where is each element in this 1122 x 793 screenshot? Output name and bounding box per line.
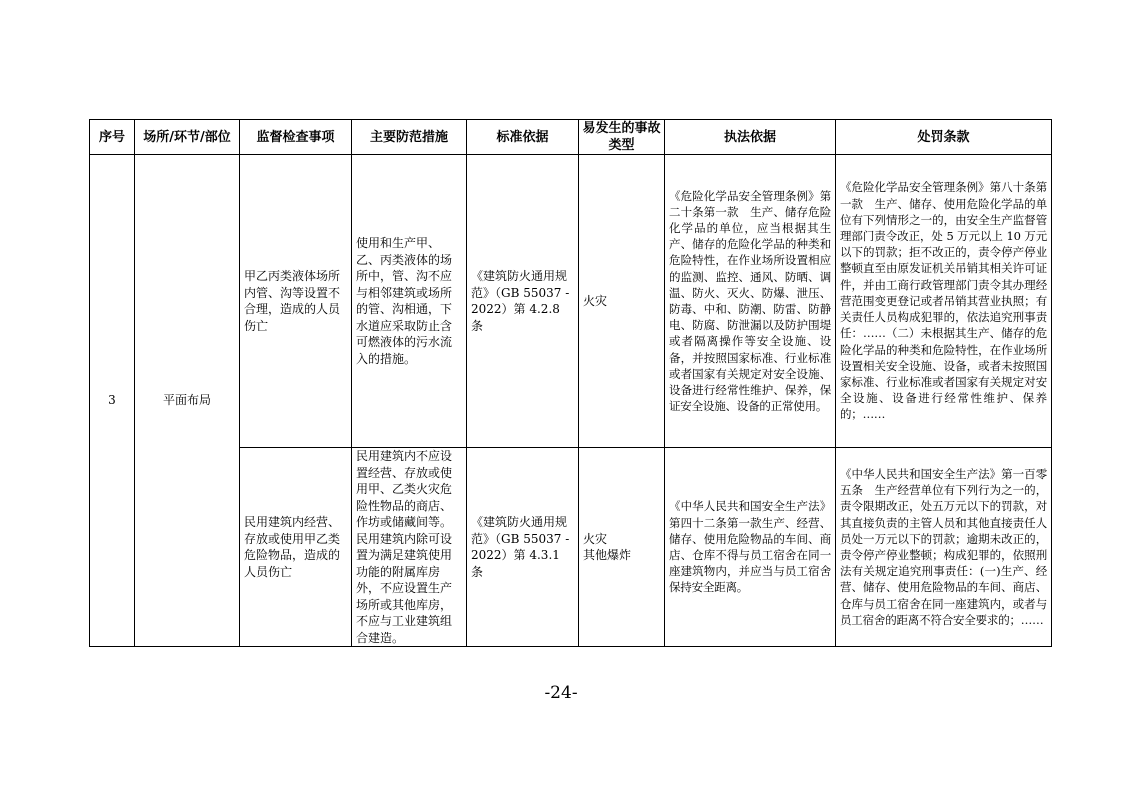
cell-seq: 3 (90, 155, 135, 647)
cell-law: 《危险化学品安全管理条例》第二十条第一款 生产、储存危险化学品的单位，应当根据其生产、储存的危险化学品的种类和危险特性，在作业场所设置相应的监测、监控、通风、防晒、调温、防火、灭火、防爆、泄压、防毒、中和、防潮、防雷、防静电、防腐、防泄漏以及防护围堤或者隔离操作等安全设施、设备，并按照国家标准、行业标准或者国家有关规定对安全设施、设备进行经常性维护、保养，保证安全设施、设备的正常使用。 (665, 155, 836, 448)
cell-accident: 火灾 其他爆炸 (579, 448, 665, 647)
cell-standard: 《建筑防火通用规范》（GB 55037 -2022）第 4.3.1 条 (467, 448, 579, 647)
cell-measures: 使用和生产甲、乙、丙类液体的场所中，管、沟不应与相邻建筑或场所的管、沟相通，下水道应采取防止含可燃液体的污水流入的措施。 (352, 155, 467, 448)
supervision-table (89, 119, 1052, 647)
header-place: 场所/环节/部位 (135, 120, 240, 155)
table-header-row (90, 120, 1052, 155)
header-measures: 主要防范措施 (352, 120, 467, 155)
cell-measures: 民用建筑内不应设置经营、存放或使用甲、乙类火灾危险性物品的商店、作坊或储藏间等。民用建筑内除可设置为满足建筑使用功能的附属库房外，不应设置生产场所或其他库房，不应与工业建筑组合建造。 (352, 448, 467, 647)
header-standard: 标准依据 (467, 120, 579, 155)
header-accident: 易发生的事故类型 (579, 120, 665, 155)
header-seq: 序号 (90, 120, 135, 155)
page-number: -24- (544, 683, 578, 703)
cell-law: 《中华人民共和国安全生产法》第四十二条第一款生产、经营、储存、使用危险物品的车间、商店、仓库不得与员工宿舍在同一座建筑物内，并应当与员工宿舍保持安全距离。 (665, 448, 836, 647)
cell-item: 甲乙丙类液体场所内管、沟等设置不合理，造成的人员伤亡 (240, 155, 352, 448)
header-penalty: 处罚条款 (836, 120, 1052, 155)
table-row (90, 155, 1052, 448)
cell-accident: 火灾 (579, 155, 665, 448)
header-law: 执法依据 (665, 120, 836, 155)
header-item: 监督检查事项 (240, 120, 352, 155)
cell-standard: 《建筑防火通用规范》（GB 55037 -2022）第 4.2.8 条 (467, 155, 579, 448)
cell-penalty: 《危险化学品安全管理条例》第八十条第一款 生产、储存、使用危险化学品的单位有下列情形之一的，由安全生产监督管理部门责令改正，处 5 万元以上 10 万元以下的罚款；拒不改正的，责令停产停业整顿直至由原发证机关吊销其相关许可证件，并由工商行政管理部门责令其办理经营范围变更登记或者吊销其营业执照；有关责任人员构成犯罪的，依法追究刑事责任：……（二）未根据其生产、储存的危险化学品的种类和危险特性，在作业场所设置相关安全设施、设备，或者未按照国家标准、行业标准或者国家有关规定对安全设施、设备进行经常性维护、保养的；…… (836, 155, 1052, 448)
cell-item: 民用建筑内经营、存放或使用甲乙类危险物品，造成的人员伤亡 (240, 448, 352, 647)
cell-place: 平面布局 (135, 155, 240, 647)
cell-penalty: 《中华人民共和国安全生产法》第一百零五条 生产经营单位有下列行为之一的，责令限期改正，处五万元以下的罚款，对其直接负责的主管人员和其他直接责任人员处一万元以下的罚款；逾期未改正的，责令停产停业整顿；构成犯罪的，依照刑法有关规定追究刑事责任：(一)生产、经营、储存、使用危险物品的车间、商店、仓库与员工宿舍在同一座建筑内，或者与员工宿舍的距离不符合安全要求的；…… (836, 448, 1052, 647)
